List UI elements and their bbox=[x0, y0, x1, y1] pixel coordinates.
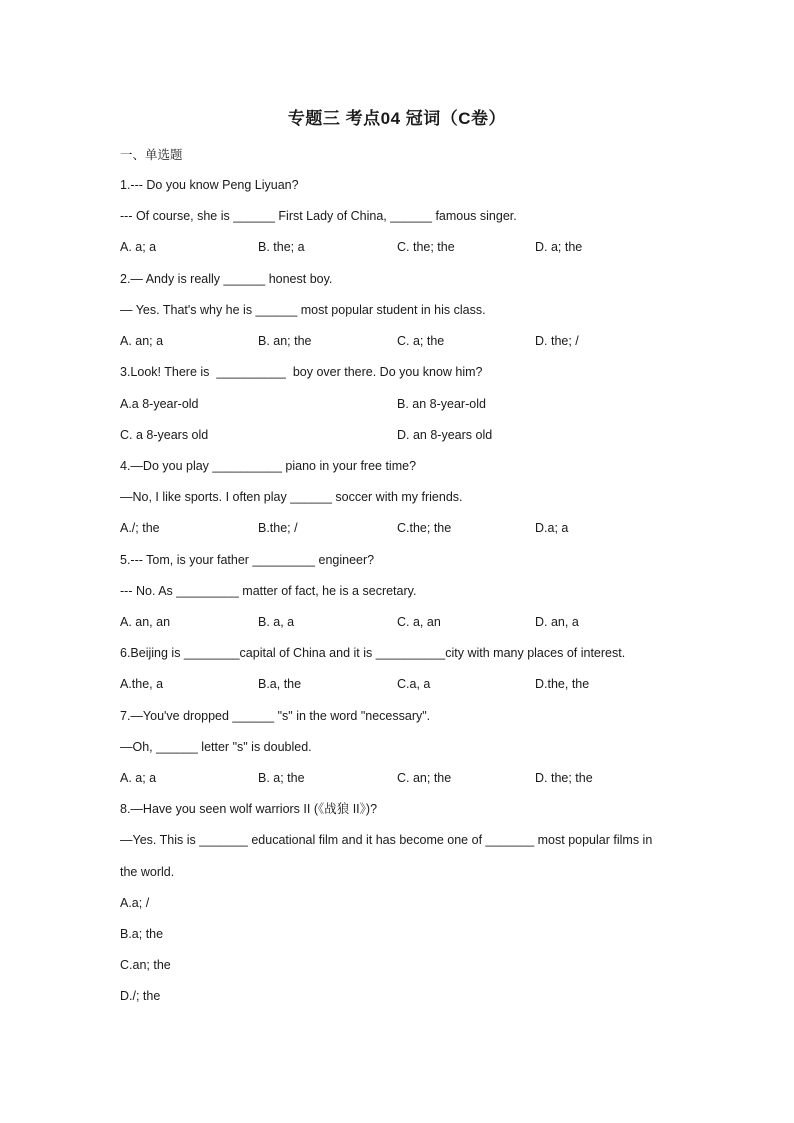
question-7-line-2: —Oh, ______ letter "s" is doubled. bbox=[120, 740, 312, 754]
question-3-options-row-2 bbox=[120, 427, 680, 443]
question-2-line-1: 2.— Andy is really ______ honest boy. bbox=[120, 272, 333, 286]
question-6-option-b[interactable]: B.a, the bbox=[258, 677, 302, 691]
question-1-option-b[interactable]: B. the; a bbox=[258, 240, 305, 254]
question-4-option-b[interactable]: B.the; / bbox=[258, 521, 298, 535]
question-5-option-b[interactable]: B. a, a bbox=[258, 615, 295, 629]
question-1-options bbox=[120, 239, 680, 255]
question-8-line-1: 8.—Have you seen wolf warriors II (《战狼 II》)? bbox=[120, 802, 378, 816]
question-4-options bbox=[120, 520, 680, 536]
question-8-option-a[interactable]: A.a; / bbox=[120, 896, 150, 910]
question-3-option-a[interactable]: A.a 8-year-old bbox=[120, 397, 199, 411]
section-heading: 一、单选题 bbox=[120, 148, 183, 162]
question-7-option-a[interactable]: A. a; a bbox=[120, 771, 157, 785]
question-2-options bbox=[120, 333, 680, 349]
page-title: 专题三 考点04 冠词（C卷） bbox=[287, 109, 507, 128]
question-7-line-1: 7.—You've dropped ______ "s" in the word "necessary". bbox=[120, 709, 431, 723]
question-8-line-2: —Yes. This is _______ educational film and it has become one of _______ most popular films in bbox=[120, 833, 653, 847]
question-3-options-row-1 bbox=[120, 396, 680, 412]
question-5-options bbox=[120, 614, 680, 630]
question-3-option-d[interactable]: D. an 8-years old bbox=[397, 428, 493, 442]
question-6-option-c[interactable]: C.a, a bbox=[397, 677, 431, 691]
question-4-option-d[interactable]: D.a; a bbox=[535, 521, 569, 535]
question-3-line-1: 3.Look! There is __________ boy over there. Do you know him? bbox=[120, 365, 483, 379]
question-4-line-2: —No, I like sports. I often play ______ soccer with my friends. bbox=[120, 490, 463, 504]
question-8-line-3: the world. bbox=[120, 865, 175, 879]
question-4-option-a[interactable]: A./; the bbox=[120, 521, 160, 535]
question-4-line-1: 4.—Do you play __________ piano in your free time? bbox=[120, 459, 417, 473]
question-2-option-d[interactable]: D. the; / bbox=[535, 334, 579, 348]
question-2-option-b[interactable]: B. an; the bbox=[258, 334, 312, 348]
question-8-option-d[interactable]: D./; the bbox=[120, 989, 161, 1003]
question-5-line-2: --- No. As _________ matter of fact, he is a secretary. bbox=[120, 584, 417, 598]
question-2-option-c[interactable]: C. a; the bbox=[397, 334, 445, 348]
question-2-line-2: — Yes. That's why he is ______ most popular student in his class. bbox=[120, 303, 486, 317]
question-1-option-d[interactable]: D. a; the bbox=[535, 240, 583, 254]
question-8-option-b[interactable]: B.a; the bbox=[120, 927, 164, 941]
question-6-option-d[interactable]: D.the, the bbox=[535, 677, 590, 691]
question-1-line-1: 1.--- Do you know Peng Liyuan? bbox=[120, 178, 299, 192]
question-4-option-c[interactable]: C.the; the bbox=[397, 521, 452, 535]
question-6-line-1: 6.Beijing is ________capital of China and it is __________city with many places of interest. bbox=[120, 646, 626, 660]
question-5-option-d[interactable]: D. an, a bbox=[535, 615, 579, 629]
question-3-option-b[interactable]: B. an 8-year-old bbox=[397, 397, 486, 411]
question-6-options bbox=[120, 676, 680, 692]
question-1-option-c[interactable]: C. the; the bbox=[397, 240, 455, 254]
question-1-option-a[interactable]: A. a; a bbox=[120, 240, 157, 254]
question-8-option-c[interactable]: C.an; the bbox=[120, 958, 171, 972]
question-1-line-2: --- Of course, she is ______ First Lady of China, ______ famous singer. bbox=[120, 209, 517, 223]
question-5-option-a[interactable]: A. an, an bbox=[120, 615, 171, 629]
question-5-line-1: 5.--- Tom, is your father _________ engineer? bbox=[120, 553, 375, 567]
question-7-option-b[interactable]: B. a; the bbox=[258, 771, 305, 785]
question-5-option-c[interactable]: C. a, an bbox=[397, 615, 441, 629]
question-2-option-a[interactable]: A. an; a bbox=[120, 334, 164, 348]
question-6-option-a[interactable]: A.the, a bbox=[120, 677, 164, 691]
question-7-option-c[interactable]: C. an; the bbox=[397, 771, 452, 785]
question-7-option-d[interactable]: D. the; the bbox=[535, 771, 593, 785]
question-7-options bbox=[120, 770, 680, 786]
question-3-option-c[interactable]: C. a 8-years old bbox=[120, 428, 209, 442]
